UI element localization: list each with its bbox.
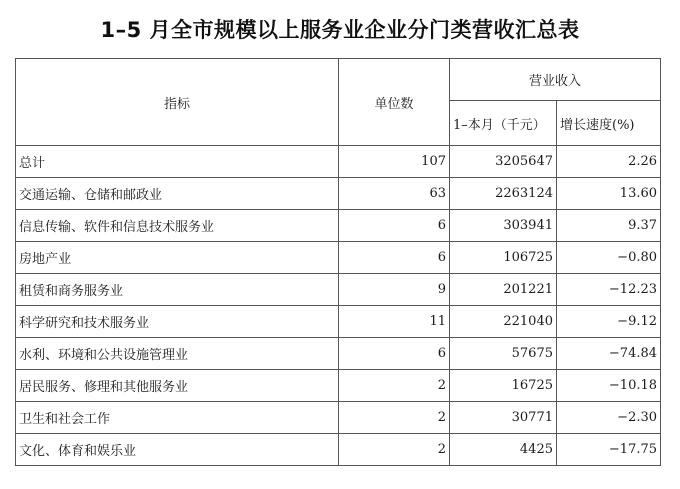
row-name: 租赁和商务服务业 (16, 274, 339, 306)
table-row (16, 242, 661, 274)
row-growth: −9.12 (557, 306, 661, 338)
row-revenue: 221040 (450, 306, 557, 338)
table-row (16, 402, 661, 434)
revenue-summary-table (15, 58, 661, 466)
header-revenue-group: 营业收入 (450, 59, 661, 101)
row-growth: 2.26 (557, 146, 661, 178)
row-growth: −17.75 (557, 434, 661, 466)
header-unit-count: 单位数 (339, 59, 450, 146)
row-revenue: 303941 (450, 210, 557, 242)
row-revenue: 201221 (450, 274, 557, 306)
row-count: 6 (339, 338, 450, 370)
table-header (16, 59, 661, 146)
row-revenue: 3205647 (450, 146, 557, 178)
row-count: 2 (339, 402, 450, 434)
row-name: 科学研究和技术服务业 (16, 306, 339, 338)
table-body (16, 146, 661, 466)
row-revenue: 2263124 (450, 178, 557, 210)
header-growth: 增长速度(%) (557, 101, 661, 146)
row-growth: −12.23 (557, 274, 661, 306)
table-row (16, 274, 661, 306)
table-row (16, 178, 661, 210)
row-revenue: 30771 (450, 402, 557, 434)
row-count: 6 (339, 242, 450, 274)
row-name: 居民服务、修理和其他服务业 (16, 370, 339, 402)
row-revenue: 106725 (450, 242, 557, 274)
row-name: 房地产业 (16, 242, 339, 274)
row-name: 文化、体育和娱乐业 (16, 434, 339, 466)
row-growth: −0.80 (557, 242, 661, 274)
row-count: 9 (339, 274, 450, 306)
row-growth: −2.30 (557, 402, 661, 434)
row-revenue: 57675 (450, 338, 557, 370)
row-name: 水利、环境和公共设施管理业 (16, 338, 339, 370)
table-row (16, 338, 661, 370)
row-count: 6 (339, 210, 450, 242)
row-name: 信息传输、软件和信息技术服务业 (16, 210, 339, 242)
row-growth: −74.84 (557, 338, 661, 370)
table-row-total (16, 146, 661, 178)
header-indicator: 指标 (16, 59, 339, 146)
table-row (16, 210, 661, 242)
row-name: 总计 (16, 146, 339, 178)
page-title: 1–5 月全市规模以上服务业企业分门类营收汇总表 (100, 18, 580, 42)
row-name: 交通运输、仓储和邮政业 (16, 178, 339, 210)
row-revenue: 4425 (450, 434, 557, 466)
row-revenue: 16725 (450, 370, 557, 402)
table-row (16, 370, 661, 402)
row-growth: 9.37 (557, 210, 661, 242)
row-count: 2 (339, 434, 450, 466)
row-count: 63 (339, 178, 450, 210)
header-cumulative: 1–本月（千元） (450, 101, 557, 146)
row-count: 107 (339, 146, 450, 178)
table-row (16, 434, 661, 466)
row-count: 2 (339, 370, 450, 402)
header-row-1 (16, 59, 661, 101)
table-row (16, 306, 661, 338)
row-growth: 13.60 (557, 178, 661, 210)
row-name: 卫生和社会工作 (16, 402, 339, 434)
row-growth: −10.18 (557, 370, 661, 402)
row-count: 11 (339, 306, 450, 338)
